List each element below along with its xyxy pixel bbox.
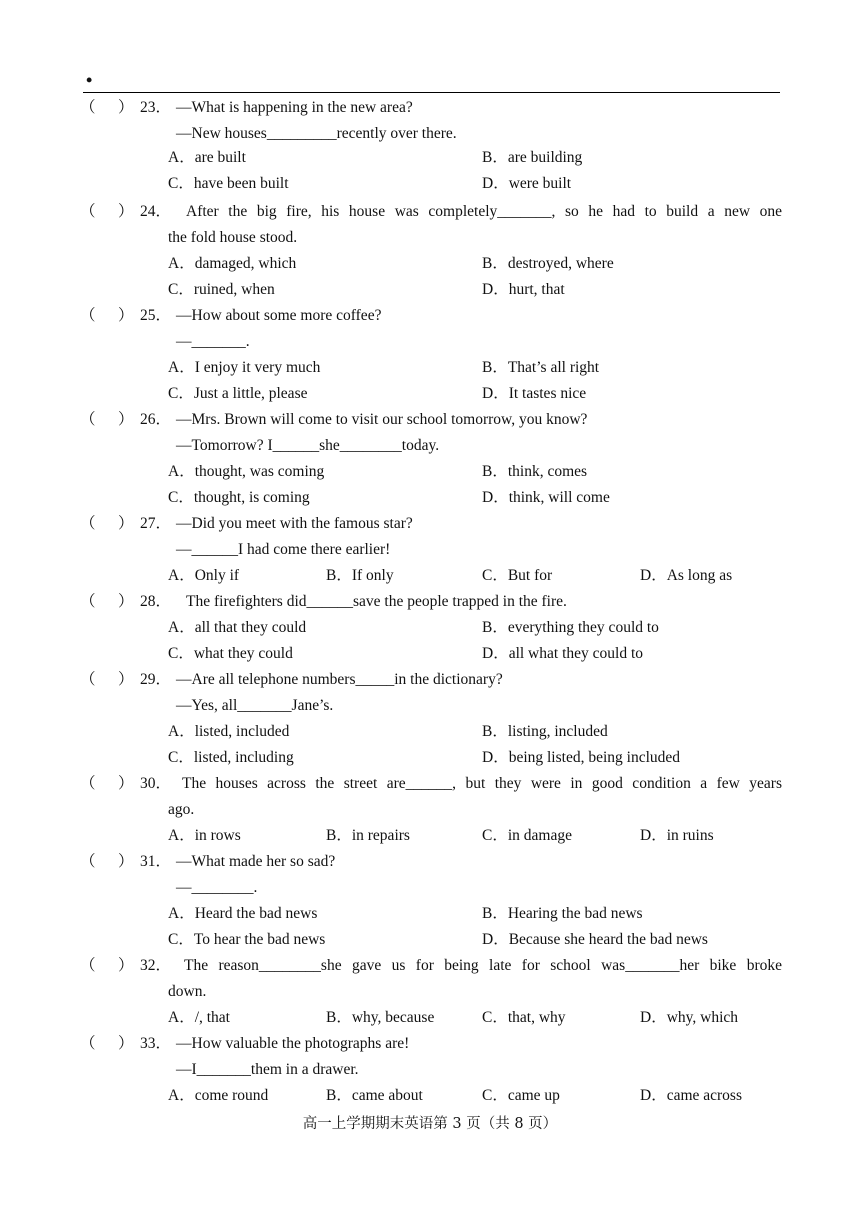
answer-option: C．that, why [482, 1009, 566, 1026]
answer-option: C．what they could [168, 645, 293, 662]
question-text: —________. [176, 879, 258, 896]
question-text: —I_______them in a drawer. [176, 1061, 359, 1078]
answer-paren-open: （ [80, 307, 96, 324]
header-rule [83, 92, 780, 93]
answer-option: C．listed, including [168, 749, 294, 766]
question-text: After the big fire, his house was completely_______, so he had to build a new one [186, 203, 782, 220]
answer-option: A．Heard the bad news [168, 905, 318, 922]
answer-option: B．are building [482, 149, 583, 166]
question-number: 25． [140, 307, 172, 324]
answer-option: C．But for [482, 567, 553, 584]
answer-option: B．why, because [326, 1009, 435, 1026]
answer-option: A．Only if [168, 567, 240, 584]
question-text: —_______. [176, 333, 250, 350]
answer-option: A．are built [168, 149, 246, 166]
answer-option: C．in damage [482, 827, 572, 844]
question-text: —What is happening in the new area? [176, 99, 413, 116]
answer-paren-close: ） [118, 853, 134, 870]
answer-option: A．come round [168, 1087, 269, 1104]
answer-paren-open: （ [80, 1035, 96, 1052]
question-number: 28． [140, 593, 172, 610]
answer-paren-open: （ [80, 671, 96, 688]
answer-option: C．have been built [168, 175, 289, 192]
question-text: the fold house stood. [168, 229, 298, 246]
answer-option: C．came up [482, 1087, 560, 1104]
answer-paren-close: ） [118, 957, 134, 974]
answer-option: A．/, that [168, 1009, 230, 1026]
answer-option: D．hurt, that [482, 281, 565, 298]
question-number: 29． [140, 671, 172, 688]
answer-option: A．damaged, which [168, 255, 297, 272]
answer-paren-close: ） [118, 99, 134, 116]
question-text: —Tomorrow? I______she________today. [176, 437, 440, 454]
question-text: —Yes, all_______Jane’s. [176, 697, 334, 714]
answer-option: A．listed, included [168, 723, 290, 740]
answer-paren-close: ） [118, 593, 134, 610]
answer-paren-open: （ [80, 99, 96, 116]
answer-option: D．being listed, being included [482, 749, 681, 766]
question-number: 31． [140, 853, 172, 870]
answer-paren-close: ） [118, 515, 134, 532]
answer-option: A．thought, was coming [168, 463, 325, 480]
question-number: 30． [140, 775, 172, 792]
question-number: 33． [140, 1035, 172, 1052]
answer-option: B．Hearing the bad news [482, 905, 643, 922]
question-text: —Mrs. Brown will come to visit our school tomorrow, you know? [176, 411, 588, 428]
answer-option: B．everything they could to [482, 619, 659, 636]
question-number: 32． [140, 957, 172, 974]
question-number: 27． [140, 515, 172, 532]
answer-paren-close: ） [118, 1035, 134, 1052]
answer-option: B．think, comes [482, 463, 588, 480]
answer-option: C．thought, is coming [168, 489, 310, 506]
question-number: 24． [140, 203, 172, 220]
answer-paren-open: （ [80, 853, 96, 870]
question-text: —How about some more coffee? [176, 307, 382, 324]
answer-option: C．To hear the bad news [168, 931, 326, 948]
answer-paren-open: （ [80, 775, 96, 792]
answer-paren-open: （ [80, 515, 96, 532]
answer-option: D．came across [640, 1087, 742, 1104]
question-text: —Are all telephone numbers_____in the dictionary? [176, 671, 503, 688]
question-text: —______I had come there earlier! [176, 541, 391, 558]
question-text: —Did you meet with the famous star? [176, 515, 413, 532]
question-text: down. [168, 983, 207, 1000]
answer-option: D．Because she heard the bad news [482, 931, 708, 948]
answer-option: B．came about [326, 1087, 423, 1104]
answer-option: D．all what they could to [482, 645, 643, 662]
answer-paren-open: （ [80, 203, 96, 220]
question-number: 26． [140, 411, 172, 428]
question-text: The reason________she gave us for being late for school was_______her bike broke [184, 957, 782, 974]
answer-paren-close: ） [118, 307, 134, 324]
answer-option: B．destroyed, where [482, 255, 614, 272]
answer-option: A．I enjoy it very much [168, 359, 321, 376]
answer-option: D．were built [482, 175, 572, 192]
page-footer: 高一上学期期末英语第 3 页（共 8 页） [302, 1116, 558, 1132]
question-text: —What made her so sad? [176, 853, 336, 870]
answer-paren-open: （ [80, 593, 96, 610]
answer-paren-close: ） [118, 775, 134, 792]
answer-option: D．in ruins [640, 827, 714, 844]
answer-paren-open: （ [80, 411, 96, 428]
answer-option: D．It tastes nice [482, 385, 587, 402]
answer-option: D．think, will come [482, 489, 610, 506]
answer-option: A．in rows [168, 827, 241, 844]
answer-paren-close: ） [118, 671, 134, 688]
answer-option: A．all that they could [168, 619, 307, 636]
question-text: —How valuable the photographs are! [176, 1035, 410, 1052]
answer-option: C．ruined, when [168, 281, 275, 298]
question-text: The houses across the street are______, but they were in good condition a few years [182, 775, 782, 792]
answer-option: B．If only [326, 567, 394, 584]
question-text: The firefighters did______save the people trapped in the fire. [186, 593, 567, 610]
answer-option: B．in repairs [326, 827, 410, 844]
answer-paren-close: ） [118, 203, 134, 220]
answer-option: D．As long as [640, 567, 733, 584]
answer-option: B．That’s all right [482, 359, 600, 376]
header-dot: • [86, 70, 93, 90]
question-text: ago. [168, 801, 195, 818]
question-text: —New houses_________recently over there. [176, 125, 457, 142]
answer-paren-close: ） [118, 411, 134, 428]
answer-option: C．Just a little, please [168, 385, 308, 402]
answer-paren-open: （ [80, 957, 96, 974]
answer-option: B．listing, included [482, 723, 608, 740]
question-number: 23． [140, 99, 172, 116]
answer-option: D．why, which [640, 1009, 739, 1026]
